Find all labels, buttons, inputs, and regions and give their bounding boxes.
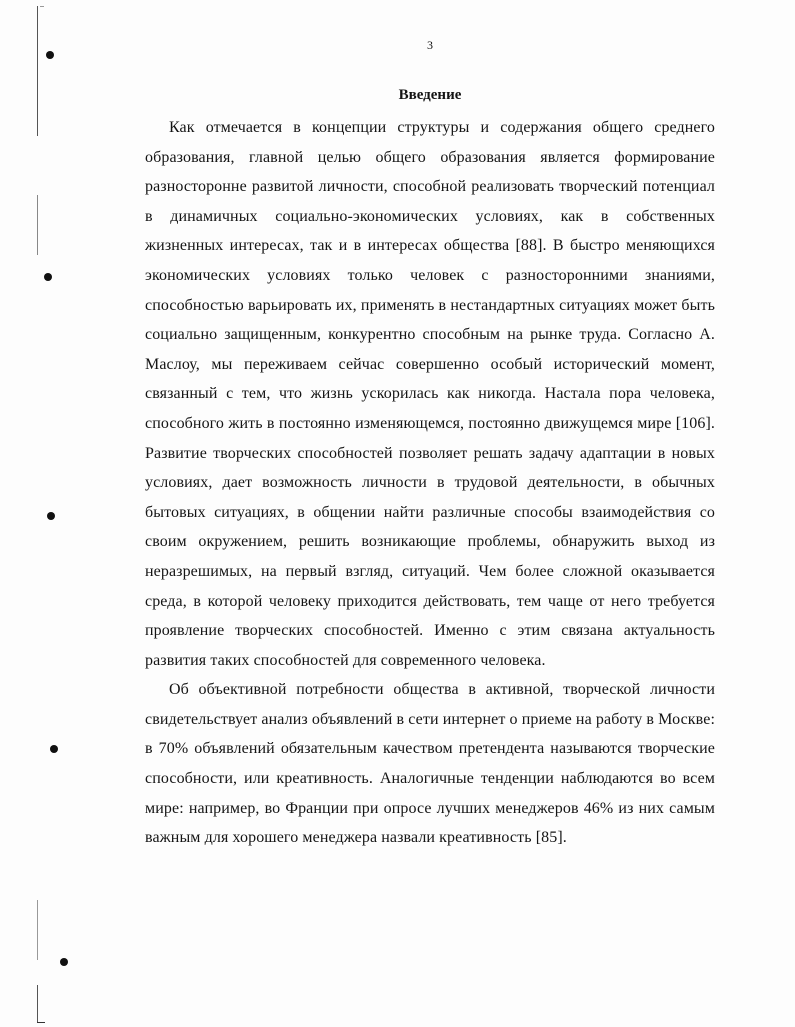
page-title: Введение (398, 87, 462, 103)
punch-hole-mark (44, 273, 52, 281)
margin-line (37, 6, 38, 136)
margin-corner-mark (40, 6, 44, 7)
margin-line (37, 985, 38, 1023)
punch-hole-mark (60, 958, 68, 966)
page-number: 3 (427, 38, 433, 52)
margin-line (37, 900, 38, 960)
margin-corner-mark (37, 1022, 45, 1023)
punch-hole-mark (50, 745, 58, 753)
punch-hole-mark (47, 512, 55, 520)
margin-line (37, 195, 38, 255)
paragraph-2: Об объективной потребности общества в активной, творческой личности свидетельствует анализ объявлений в сети интернет о приеме на работу в Москве: в 70% объявлений обязательным качеством претендента называются творческие способности, или креативность. Аналогичные тенденции наблюдаются во всем мире: например, во Франции при опросе лучших менеджеров 46% из них самым важным для хорошего менеджера назвали креативность [85]. (145, 681, 715, 847)
paragraph-1: Как отмечается в концепции структуры и содержания общего среднего образования, главной целью общего образования является формирование разносторонне развитой личности, способной реализовать творческий потенциал в динамичных социально-экономических условиях, как в собственных жизненных интересах, так и в интересах общества [88]. В быстро меняющихся экономических условиях только человек с разносторонними знаниями, способностью варьировать их, применять в нестандартных ситуациях может быть социально защищенным, конкурентно способным на рынке труда. Согласно А. Маслоу, мы переживаем сейчас совершенно особый исторический момент, связанный с тем, что жизнь ускорилась как никогда. Настала пора человека, способного жить в постоянно изменяющемся, постоянно движущемся мире [106]. Развитие творческих способностей позволяет решать задачу адаптации в новых условиях, дает возможность личности в трудовой деятельности, в обычных бытовых ситуациях, в общении найти различные способы взаимодействия со своим окружением, решить возникающие проблемы, обнаружить выход из неразрешимых, на первый взгляд, ситуаций. Чем более сложной оказывается среда, в которой человеку приходится действовать, тем чаще от него требуется проявление творческих способностей. Именно с этим связана актуальность развития таких способностей для современного человека. (145, 119, 715, 669)
body-text (145, 113, 715, 853)
